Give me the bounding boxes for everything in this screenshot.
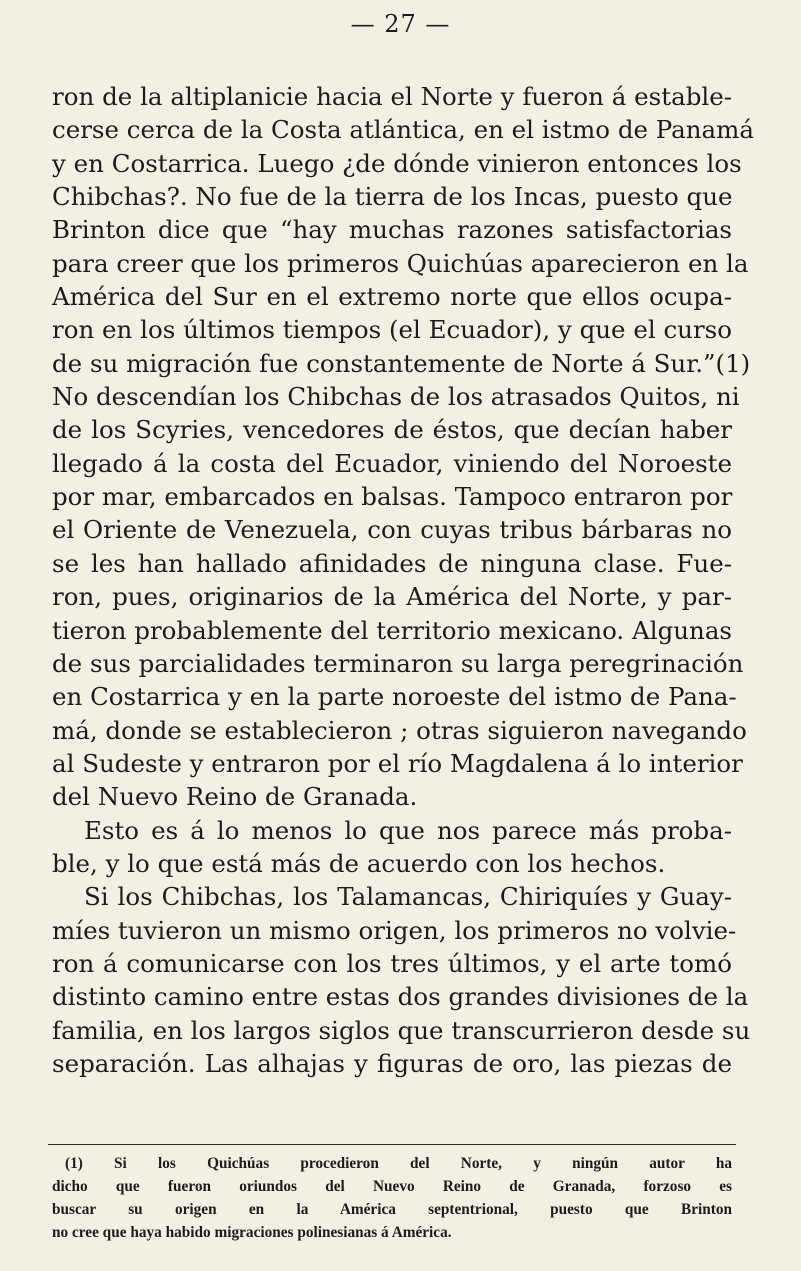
text-line: ron á comunicarse con los tres últimos, y el arte tomó (52, 948, 732, 978)
text-line: y en Costarrica. Luego ¿de dónde vinieron entonces los (52, 148, 742, 178)
text-line: en Costarrica y en la parte noroeste del istmo de Pana- (52, 682, 737, 712)
text-line: ron, pues, originarios de la América del Norte, y par- (52, 582, 732, 612)
text-line: América del Sur en el extremo norte que ellos ocupa- (52, 282, 732, 312)
text-line: por mar, embarcados en balsas. Tampoco entraron por (52, 482, 733, 512)
text-line: de los Scyries, vencedores de éstos, que decían haber (52, 415, 732, 445)
text-line: para creer que los primeros Quichúas aparecieron en la (52, 248, 749, 278)
text-line: Chibchas?. No fue de la tierra de los Incas, puesto que (52, 182, 733, 212)
text-line: se les han hallado afinidades de ninguna clase. Fue- (52, 548, 732, 578)
paragraph-end-line: ble, y lo que está más de acuerdo con los hechos. (52, 848, 666, 878)
text-line: distinto camino entre estas dos grandes divisiones de la (52, 982, 749, 1012)
text-line: má, donde se establecieron ; otras siguieron navegando (52, 715, 747, 745)
text-line: de su migración fue constantemente de Norte á Sur.”(1) (52, 348, 751, 378)
footnote-line: no cree que haya habido migraciones polinesianas á América. (52, 1224, 452, 1241)
text-line: cerse cerca de la Costa atlántica, en el istmo de Panamá (52, 115, 755, 145)
text-line: Brinton dice que “hay muchas razones satisfactorias (52, 215, 732, 245)
text-line: No descendían los Chibchas de los atrasados Quitos, ni (52, 382, 740, 412)
paragraph-end-line: del Nuevo Reino de Granada. (52, 782, 418, 812)
text-line: el Oriente de Venezuela, con cuyas tribus bárbaras no (52, 515, 732, 545)
text-line: separación. Las alhajas y figuras de oro, las piezas de (52, 1048, 732, 1078)
text-line: míes tuvieron un mismo origen, los primeros no volvie- (52, 915, 737, 945)
footnote (52, 1152, 732, 1244)
footnote-line: (1) Si los Quichúas procedieron del Norte, y ningún autor ha (65, 1155, 732, 1172)
footnote-line: dicho que fueron oriundos del Nuevo Reino de Granada, forzoso es (52, 1178, 732, 1195)
text-line: ron en los últimos tiempos (el Ecuador), y que el curso (52, 315, 732, 345)
body-text (52, 80, 755, 1080)
text-line: tieron probablemente del territorio mexicano. Algunas (52, 615, 732, 645)
text-line: ron de la altiplanicie hacia el Norte y fueron á estable- (52, 82, 732, 111)
text-line: al Sudeste y entraron por el río Magdalena á lo interior (52, 748, 743, 778)
paragraph-start-line: Esto es á lo menos lo que nos parece más proba- (84, 815, 732, 845)
footnote-divider (48, 1144, 736, 1145)
text-line: de sus parcialidades terminaron su larga peregrinación (52, 648, 744, 678)
text-line: familia, en los largos siglos que transcurrieron desde su (52, 1015, 751, 1045)
text-line: llegado á la costa del Ecuador, viniendo del Noroeste (52, 448, 732, 478)
page-number: — 27 — (350, 10, 451, 38)
footnote-line: buscar su origen en la América septentrional, puesto que Brinton (52, 1201, 732, 1218)
paragraph-start-line: Si los Chibchas, los Talamancas, Chiriquíes y Guay- (84, 882, 732, 912)
